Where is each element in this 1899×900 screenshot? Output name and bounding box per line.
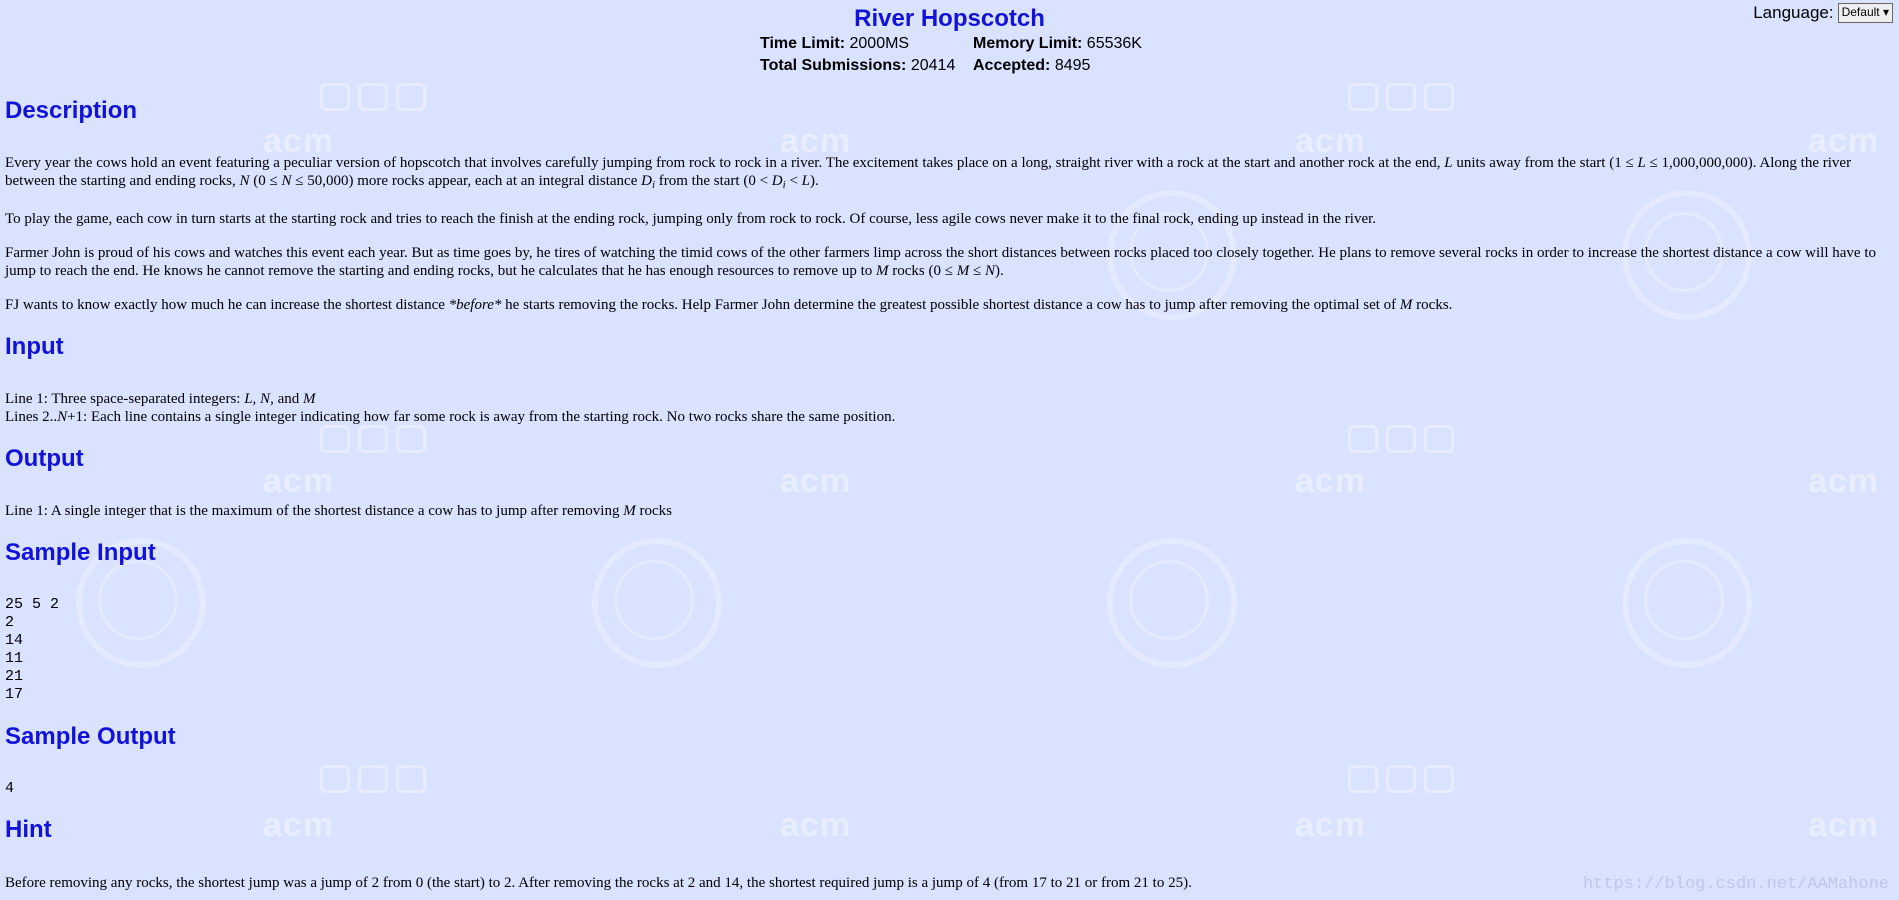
- sample-output-block: [5, 780, 1891, 798]
- language-select-value: Default: [1841, 5, 1880, 19]
- input-description: Line 1: Three space-separated integers: L, N, and M Lines 2..N+1: Each line contains a single integer indicating how far some rock is away from the starting rock. No two rocks share the same position.: [5, 391, 896, 425]
- wm-acm-logo: acm: [780, 462, 852, 500]
- memory-limit-label: Memory Limit:: [973, 35, 1083, 52]
- hint-heading: Hint: [5, 816, 52, 843]
- wm-icons: [1348, 425, 1454, 453]
- description-paragraph-2: To play the game, each cow in turn starts at the starting rock and tries to reach the finish at the ending rock, jumping only from rock to rock. Of course, less agile cows never make it to the final rock, ending up instead in the river.: [5, 211, 1377, 227]
- total-submissions-value: 20414: [910, 57, 956, 74]
- wm-acm-logo: acm: [1295, 462, 1367, 500]
- problem-title: River Hopscotch: [854, 5, 1045, 32]
- sample-input-block: [5, 596, 1891, 704]
- output-heading: Output: [5, 445, 84, 472]
- wm-acm-logo: acm: [780, 806, 852, 844]
- wm-acm-logo: acm: [1808, 462, 1880, 500]
- wm-acm-logo: acm: [1295, 122, 1367, 160]
- language-label: Language:: [1753, 3, 1834, 22]
- sample-input-line: 25 5 2: [5, 596, 60, 613]
- input-section: [5, 333, 1891, 360]
- problem-limits: [760, 33, 1142, 77]
- wm-acm-logo: acm: [780, 122, 852, 160]
- wm-icons: [320, 425, 426, 453]
- sample-input-heading: Sample Input: [5, 539, 156, 566]
- wm-acm-logo: acm: [1808, 806, 1880, 844]
- output-section: [5, 445, 1891, 472]
- memory-limit-value: 65536K: [1086, 35, 1142, 52]
- description-paragraph-1: Every year the cows hold an event featuring a peculiar version of hopscotch that involves carefully jumping from rock to rock in a river. The excitement takes place on a long, straight river with a rock at the start and another rock at the end, L units away from the start (1 ≤ L ≤ 1,000,000,000). Along the river between the starting and ending rocks, N (0 ≤ N ≤ 50,000) more rocks appear, each at an integral distance $D_i$ from the start $(0 < D_i < L)$.: [5, 155, 1852, 191]
- chevron-down-icon: ▾: [1882, 5, 1889, 19]
- output-description: Line 1: A single integer that is the maximum of the shortest distance a cow has to jump after removing M rocks: [5, 503, 672, 519]
- accepted-label: Accepted:: [973, 57, 1051, 74]
- sample-input-line: 2: [5, 614, 15, 631]
- sample-input-line: 11: [5, 650, 24, 667]
- wm-acm-logo: acm: [1808, 122, 1880, 160]
- description-heading: Description: [5, 97, 138, 124]
- accepted-value: 8495: [1054, 57, 1091, 74]
- wm-acm-logo: acm: [263, 462, 335, 500]
- sample-output-value: 4: [5, 780, 15, 797]
- sample-input-line: 14: [5, 632, 24, 649]
- sample-input-line: 21: [5, 668, 24, 685]
- wm-acm-logo: acm: [1295, 806, 1367, 844]
- description-section: [5, 97, 1891, 124]
- sample-output-heading: Sample Output: [5, 723, 176, 750]
- hint-text: Before removing any rocks, the shortest jump was a jump of 2 from 0 (the start) to 2. After removing the rocks at 2 and 14, the shortest required jump is a jump of 4 (from 17 to 21 or from 21 to 25).: [5, 875, 1192, 891]
- time-limit-value: 2000MS: [849, 35, 910, 52]
- total-submissions-label: Total Submissions:: [760, 57, 907, 74]
- wm-acm-logo: acm: [263, 122, 335, 160]
- time-limit-label: Time Limit:: [760, 35, 846, 52]
- csdn-watermark: https://blog.csdn.net/AAMahone: [1582, 875, 1889, 894]
- description-paragraph-4: FJ wants to know exactly how much he can increase the shortest distance *before* he starts removing the rocks. Help Farmer John determine the greatest possible shortest distance a cow has to jump after removing the optimal set of M rocks.: [5, 297, 1453, 313]
- description-paragraph-3: Farmer John is proud of his cows and watches this event each year. But as time goes by, he tires of watching the timid cows of the other farmers limp across the short distances between rocks placed too closely together. He plans to remove several rocks in order to increase the shortest distance a cow will have to jump to reach the end. He knows he cannot remove the starting and ending rocks, but he calculates that he has enough resources to remove up to M rocks (0 ≤ M ≤ N).: [5, 245, 1876, 279]
- sample-input-section: [5, 539, 1891, 566]
- wm-acm-logo: acm: [263, 806, 335, 844]
- sample-output-section: [5, 723, 1891, 750]
- input-heading: Input: [5, 333, 64, 360]
- sample-input-line: 17: [5, 686, 24, 703]
